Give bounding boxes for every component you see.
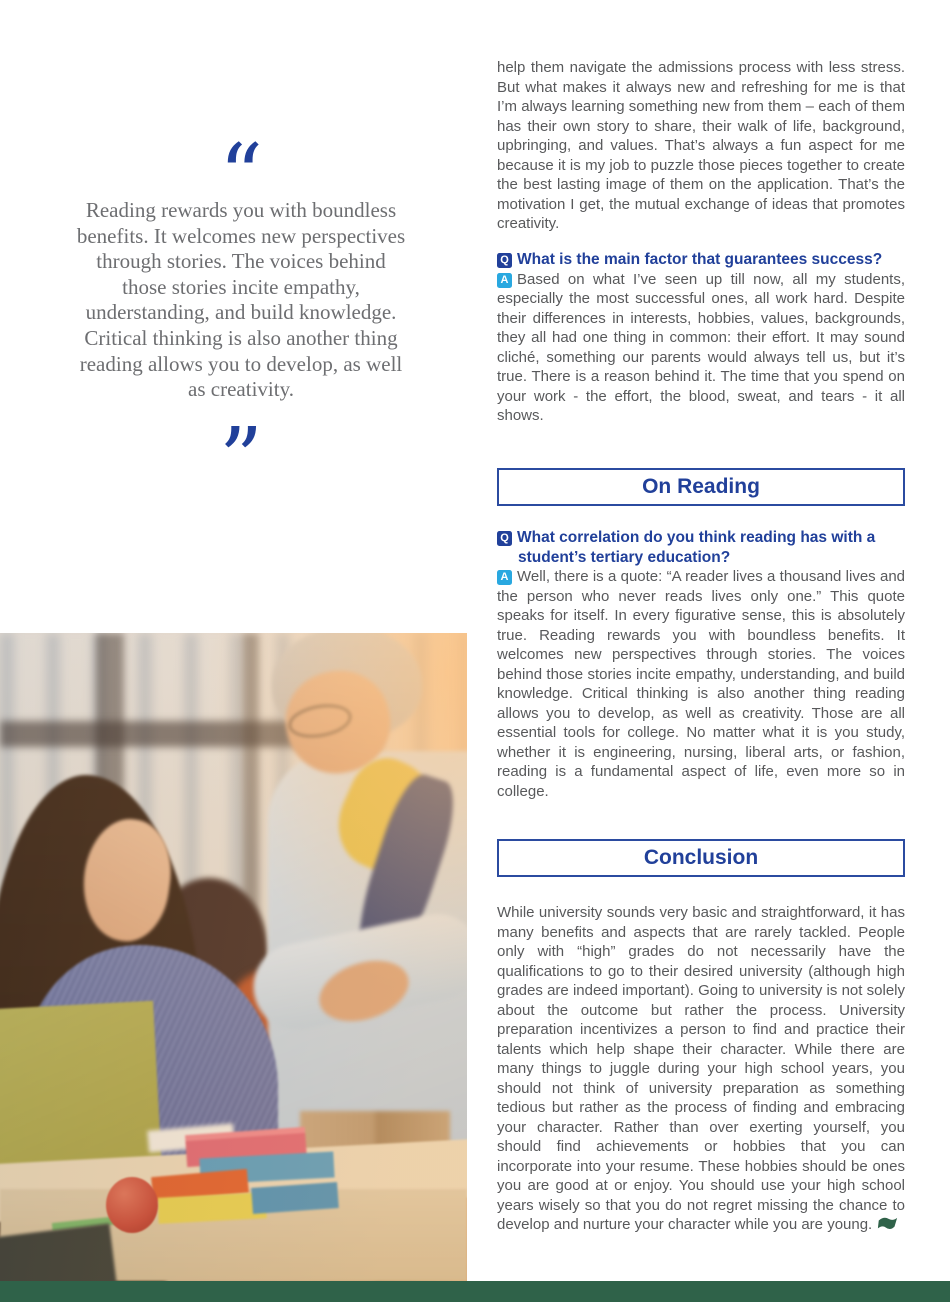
conclusion-paragraph: [497, 903, 905, 1235]
answer-text: [497, 567, 905, 801]
close-quote-icon: ”: [219, 416, 263, 477]
conclusion-text: While university sounds very basic and straightforward, it has many benefits and aspects that are rarely tackled. People only with “high” grades do not necessarily have the qualifications to go to their desired university (although high grades are indeed important). Going to university is not solely about the outcome but rather the process. University preparation incentivizes a person to find and practice their talents which help shape their character. While there are many things to juggle during your high school years, you should not think of university preparation as something tedious but rather as the process of finding and embracing your character. Rather than over exerting yourself, you should find achievements or hobbies that you can incorporate into your resume. These hobbies should be ones you are good at or enjoy. You should use your high school years wisely so that you do not regret missing the chance to develop and nurture your character while you are young.: [497, 904, 905, 1233]
qa-block-reading: [497, 528, 905, 801]
open-quote-icon: “: [219, 138, 263, 194]
article-column: [497, 0, 905, 1302]
a-badge-icon: A: [497, 273, 512, 288]
section-title: On Reading: [642, 475, 760, 498]
photo-color-tone-overlay: [0, 633, 467, 1281]
q-badge-icon: Q: [497, 253, 512, 268]
question-text: [497, 250, 905, 270]
footer-bar: [0, 1281, 950, 1302]
intro-paragraph: help them navigate the admissions process with less stress. But what makes it always new and refreshing for me is that I’m always learning something new from them – each of them has their own story to share, their walk of life, background, upbringing, and values. That’s always a fun aspect for me because it is my job to puzzle those pieces together to create the best lasting image of them on the application. That’s the motivation I get, the mutual exchange of ideas that promotes creativity.: [497, 59, 905, 232]
answer-label: Based on what I’ve seen up till now, all my students, especially the most successful ones, all work hard. Despite their differences in interests, hobbies, values, backgrounds, they all had one thing in common: their effort. It may sound cliché, something our parents would always tell us, but it’s true. There is a reason behind it. The time that you spend on your work - the effort, the blood, sweat, and tears - it all shows.: [497, 270, 905, 424]
section-header-conclusion: [497, 839, 905, 877]
section-header-on-reading: [497, 468, 905, 506]
pull-quote: [76, 138, 406, 477]
question-text: [497, 528, 905, 567]
qa-block-success: [497, 250, 905, 426]
a-badge-icon: A: [497, 570, 512, 585]
pull-quote-text: Reading rewards you with boundless benefits. It welcomes new perspectives through stories. The voices behind those stories incite empathy, understanding, and build knowledge. Critical thinking is also another thing reading allows you to develop, as well as creativity.: [76, 198, 406, 402]
question-label: What is the main factor that guarantees success?: [517, 251, 883, 268]
answer-label: Well, there is a quote: “A reader lives a thousand lives and the person who never reads lives only one.” This quote speaks for itself. In every figurative sense, this is absolutely true. Reading rewards you with boundless benefits. It welcomes new perspectives through stories. The voices behind those stories incite empathy, understanding, and build knowledge. Critical thinking is also another thing reading allows you to develop, as well as creativity. Those are all essential tools for college. No matter what it is you study, whether it is engineering, nursing, liberal arts, or fashion, reading is a fundamental aspect of life, even more so in college.: [497, 568, 905, 800]
classroom-photo: [0, 633, 467, 1281]
question-label: What correlation do you think reading has with a student’s tertiary education?: [517, 529, 876, 566]
end-of-article-flag-icon: [877, 1216, 898, 1231]
q-badge-icon: Q: [497, 531, 512, 546]
section-title: Conclusion: [643, 846, 759, 869]
answer-text: [497, 270, 905, 426]
